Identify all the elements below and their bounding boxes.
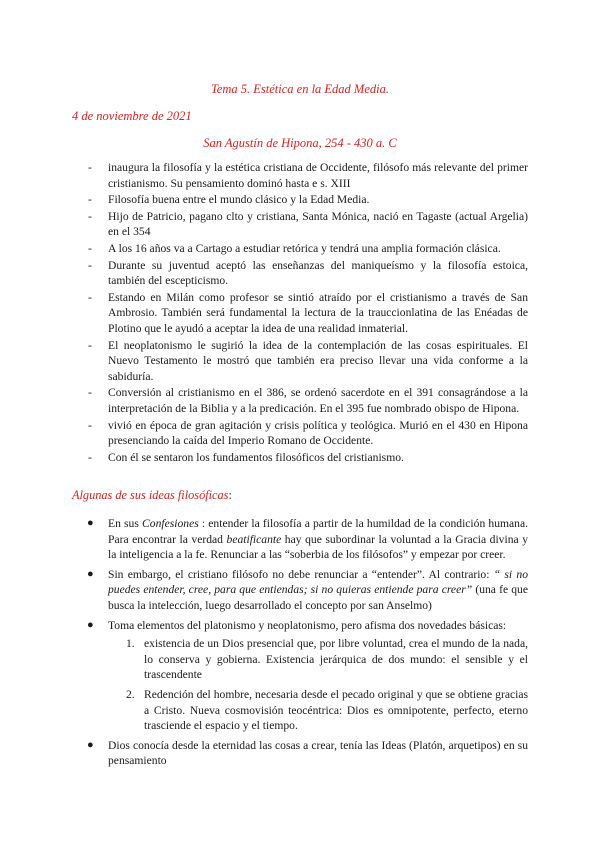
- list-item: - Conversión al cristianismo en el 386, se ordenó sacerdote en el 391 consagrándose a la interpretación de la Biblia y a la predicación. En el 395 fue nombrado obispo de Hipona.: [88, 386, 528, 415]
- list-item: - vivió en época de gran agitación y crisis política y teológica. Murió en el 430 en Hipona presenciando la caída del Imperio Romano de Occidente.: [88, 418, 528, 448]
- list-item: - Con él se sentaron los fundamentos filosóficos del cristianismo.: [88, 450, 404, 464]
- dash-marker: -: [88, 258, 92, 272]
- numbered-sublist: [108, 636, 528, 734]
- dash-marker: -: [88, 386, 92, 400]
- list-item: - inaugura la filosofía y la estética cristiana de Occidente, filósofo más relevante del primer cristianismo. Su pensamiento dominó hasta e s. XIII: [88, 161, 528, 190]
- dash-marker: -: [88, 290, 92, 304]
- list-item: - Estando en Milán como profesor se sintió atraído por el cristianismo a través de San Ambrosio. También será fundamental la lectura de la trauccionlatina de las Enéadas de Plotino que le ayudó a aceptar la idea de una realidad inmaterial.: [88, 290, 528, 335]
- dash-marker: -: [88, 450, 92, 464]
- dash-marker: -: [88, 338, 92, 352]
- bullet-icon: ●: [87, 618, 94, 631]
- list-item: - Durante su juventud aceptó las enseñanzas del maniqueísmo y la filosofía estoica, también del escepticismo.: [88, 258, 528, 288]
- list-item: ● Sin embargo, el cristiano filósofo no debe renunciar a “entender”. Al contrario: “ si no puedes entender, cree, para que entiendas; si no quieras entiende para creer” (una fe que busca la intelección, luego desarrollado el concepto por san Anselmo): [87, 567, 528, 612]
- list-item: ● En sus Confesiones : entender la filosofía a partir de la humildad de la condición humana. Para encontrar la verdad beatificante hay que subordinar la voluntad a la Gracia divina y la inteligencia a la fe. Renunciar a las “soberbia de los filósofos” y empezar por creer.: [87, 517, 529, 562]
- dash-marker: -: [88, 193, 92, 207]
- bullet-icon: ●: [87, 738, 94, 751]
- ideas-list: [0, 516, 600, 773]
- list-item: ● Dios conocía desde la eternidad las cosas a crear, tenía las Ideas (Platón, arquetipos) en su pensamiento: [87, 738, 528, 768]
- sublist-item: 1. existencia de un Dios presencial que, por libre voluntad, crea el mundo de la nada, lo conserva y gobierna. Existencia jerárquica de dos mundo: el sensible y el trascendente: [126, 637, 528, 682]
- sublist-item: 2. Redención del hombre, necesaria desde el pecado original y que se obtiene gracias a Cristo. Nueva cosmovisión teocéntrica: Dios es omnipotente, perfecto, eterno trasciende el espacio y el tiempo.: [126, 687, 528, 733]
- dash-marker: -: [88, 161, 92, 174]
- dash-marker: -: [88, 418, 92, 432]
- ideas-heading: Algunas de sus ideas filosóficas:: [72, 488, 232, 502]
- list-item: - Hijo de Patricio, pagano clto y cristiana, Santa Mónica, nació en Tagaste (actual Argelia) en el 354: [88, 209, 528, 239]
- section-subtitle: San Agustín de Hipona, 254 - 430 a. C: [203, 136, 397, 150]
- list-item: - El neoplatonismo le sugirió la idea de la contemplación de las cosas espirituales. El Nuevo Testamento le mostró que también era preciso llevar una vida conforme a la sabiduría.: [88, 338, 528, 383]
- page-title: Tema 5. Estética en la Edad Media.: [211, 82, 389, 96]
- biography-list: [0, 160, 600, 466]
- bullet-icon: ●: [87, 517, 94, 529]
- list-item: ● Toma elementos del platonismo y neoplatonismo, pero afisma dos novedades básicas: 1. existencia de un Dios presencial que, por libre voluntad, crea el mundo de la nada, lo conserva y gobierna. Existencia jerárquica de dos mundo: el sensible y el trascendente 2. Redención del hombre, necesaria desde el pecado original y que se obtiene gracias a Cristo. Nueva cosmovisión teocéntrica: Dios es omnipotente, perfecto, eterno trasciende el espacio y el tiempo.: [87, 618, 528, 733]
- dash-marker: -: [88, 241, 92, 255]
- dash-marker: -: [88, 209, 92, 223]
- list-item: - A los 16 años va a Cartago a estudiar retórica y tendrá una amplia formación clásica.: [88, 241, 501, 255]
- bullet-icon: ●: [87, 567, 94, 580]
- date-line: 4 de noviembre de 2021: [72, 109, 192, 123]
- list-item: - Filosofía buena entre el mundo clásico y la Edad Media.: [88, 193, 370, 207]
